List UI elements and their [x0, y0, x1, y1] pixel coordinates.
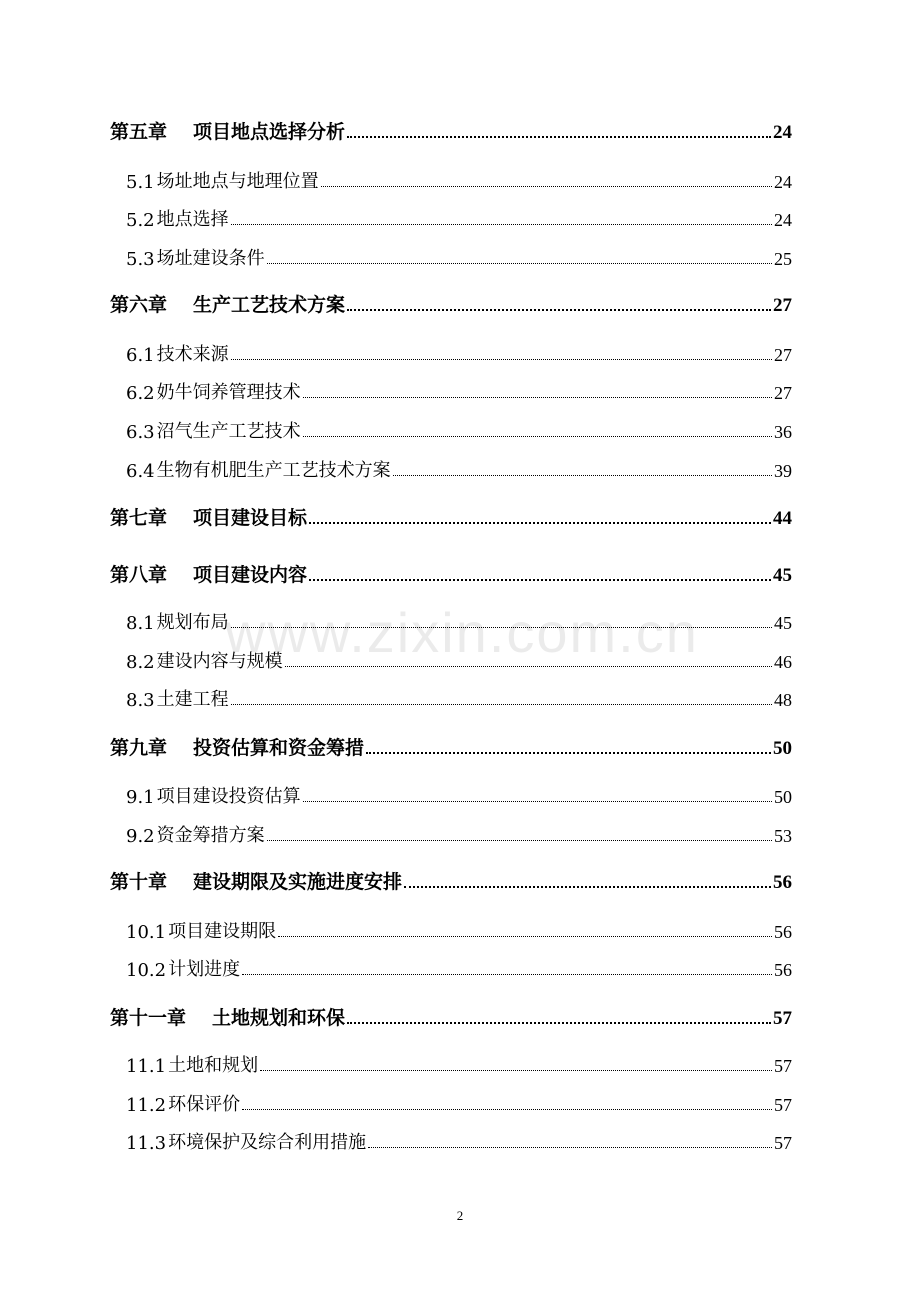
- toc-chapter-entry[interactable]: [110, 868, 792, 894]
- toc-section-entry[interactable]: [110, 782, 792, 808]
- toc-entry-title: 沼气生产工艺技术: [156, 421, 301, 442]
- toc-entry-number: 8.2: [126, 652, 155, 673]
- toc-entry-number: 6.2: [126, 383, 155, 404]
- toc-section-entry[interactable]: [110, 685, 792, 711]
- toc-entry-title: 技术来源: [156, 344, 229, 365]
- toc-entry-title: 奶牛饲养管理技术: [156, 382, 301, 403]
- toc-chapter-entry[interactable]: [110, 1004, 792, 1030]
- toc-entry-page: 56: [774, 960, 792, 980]
- toc-section-entry[interactable]: [110, 1128, 792, 1154]
- toc-entry-number: 9.1: [126, 787, 155, 808]
- toc-entry-page: 27: [774, 345, 792, 365]
- toc-entry-number: 5.3: [126, 249, 155, 270]
- dot-leader: [267, 840, 772, 841]
- toc-section-entry[interactable]: [110, 1051, 792, 1077]
- dot-leader: [303, 801, 772, 802]
- toc-entry-number: 5.2: [126, 210, 155, 231]
- toc-section-entry[interactable]: [110, 1090, 792, 1116]
- toc-entry-title: 项目建设期限: [168, 921, 277, 942]
- toc-entry-title: 项目地点选择分析: [193, 121, 346, 143]
- toc-entry-page: 24: [774, 172, 792, 192]
- toc-entry-title: 计划进度: [168, 959, 241, 980]
- toc-entry-page: 44: [773, 508, 792, 529]
- toc-entry-number: 第五章: [110, 121, 168, 143]
- toc-entry-title: 项目建设目标: [193, 507, 308, 529]
- dot-leader: [309, 522, 771, 524]
- dot-leader: [303, 436, 772, 437]
- toc-entry-number: 6.1: [126, 345, 155, 366]
- dot-leader: [285, 666, 772, 667]
- watermark: www.zixin.com.cn: [225, 601, 699, 664]
- dot-leader: [309, 579, 771, 581]
- dot-leader: [267, 263, 772, 264]
- toc-section-entry[interactable]: [110, 417, 792, 443]
- toc-entry-title: 地点选择: [156, 209, 229, 230]
- toc-entry-page: 56: [774, 922, 792, 942]
- dot-leader: [242, 1109, 772, 1110]
- toc-entry-title: 环境保护及综合利用措施: [168, 1132, 367, 1153]
- toc-section-entry[interactable]: [110, 244, 792, 270]
- toc-entry-page: 57: [774, 1056, 792, 1076]
- dot-leader: [404, 886, 771, 888]
- dot-leader: [393, 475, 772, 476]
- toc-chapter-entry[interactable]: [110, 118, 792, 144]
- toc-entry-number: 第十一章: [110, 1007, 187, 1029]
- toc-entry-title: 投资估算和资金筹措: [193, 737, 365, 759]
- toc-entry-number: 8.3: [126, 690, 155, 711]
- toc-entry-title: 生物有机肥生产工艺技术方案: [156, 460, 391, 481]
- toc-section-entry[interactable]: [110, 955, 792, 981]
- toc-entry-title: 土建工程: [156, 689, 229, 710]
- toc-entry-number: 9.2: [126, 826, 155, 847]
- toc-entry-page: 39: [774, 461, 792, 481]
- toc-entry-title: 场址建设条件: [156, 248, 265, 269]
- toc-section-entry[interactable]: [110, 647, 792, 673]
- toc-entry-page: 56: [773, 872, 792, 893]
- toc-entry-number: 5.1: [126, 172, 155, 193]
- dot-leader: [347, 136, 771, 138]
- dot-leader: [231, 224, 772, 225]
- toc-entry-page: 24: [773, 122, 792, 143]
- page-number: 2: [456, 1208, 464, 1223]
- toc-entry-page: 24: [774, 210, 792, 230]
- dot-leader: [231, 704, 772, 705]
- toc-entry-number: 11.2: [126, 1095, 167, 1116]
- dot-leader: [368, 1147, 772, 1148]
- toc-entry-number: 第七章: [110, 507, 168, 529]
- toc-entry-title: 规划布局: [156, 612, 229, 633]
- dot-leader: [321, 186, 772, 187]
- toc-entry-page: 45: [773, 565, 792, 586]
- toc-entry-page: 57: [774, 1133, 792, 1153]
- toc-section-entry[interactable]: [110, 821, 792, 847]
- toc-entry-page: 57: [773, 1008, 792, 1029]
- dot-leader: [278, 936, 772, 937]
- dot-leader: [242, 974, 772, 975]
- toc-entry-title: 土地和规划: [168, 1055, 259, 1076]
- toc-entry-number: 10.1: [126, 922, 167, 943]
- toc-entry-title: 场址地点与地理位置: [156, 171, 319, 192]
- toc-entry-number: 第十章: [110, 871, 168, 893]
- toc-entry-title: 生产工艺技术方案: [193, 294, 346, 316]
- toc-entry-page: 53: [774, 826, 792, 846]
- dot-leader: [366, 752, 771, 754]
- toc-section-entry[interactable]: [110, 456, 792, 482]
- toc-entry-title: 土地规划和环保: [212, 1007, 346, 1029]
- toc-section-entry[interactable]: [110, 340, 792, 366]
- toc-entry-page: 27: [773, 295, 792, 316]
- toc-entry-page: 50: [773, 738, 792, 759]
- toc-entry-number: 11.1: [126, 1056, 167, 1077]
- toc-entry-page: 57: [774, 1095, 792, 1115]
- toc-section-entry[interactable]: [110, 205, 792, 231]
- toc-entry-number: 6.3: [126, 422, 155, 443]
- toc-entry-number: 第九章: [110, 737, 168, 759]
- toc-entry-number: 6.4: [126, 461, 155, 482]
- toc-entry-title: 项目建设内容: [193, 564, 308, 586]
- dot-leader: [231, 627, 772, 628]
- dot-leader: [303, 397, 772, 398]
- toc-entry-page: 46: [774, 652, 792, 672]
- toc-entry-title: 建设期限及实施进度安排: [193, 871, 403, 893]
- toc-entry-number: 第八章: [110, 564, 168, 586]
- toc-entry-title: 建设内容与规模: [156, 651, 283, 672]
- toc-section-entry[interactable]: [110, 608, 792, 634]
- dot-leader: [260, 1070, 772, 1071]
- toc-entry-page: 36: [774, 422, 792, 442]
- toc-entry-title: 资金筹措方案: [156, 825, 265, 846]
- toc-entry-number: 10.2: [126, 960, 167, 981]
- toc-entry-page: 50: [774, 787, 792, 807]
- toc-entry-number: 8.1: [126, 613, 155, 634]
- toc-chapter-entry[interactable]: [110, 291, 792, 317]
- dot-leader: [231, 359, 772, 360]
- toc-chapter-entry[interactable]: [110, 734, 792, 760]
- dot-leader: [347, 1022, 771, 1024]
- toc-section-entry[interactable]: [110, 167, 792, 193]
- toc-section-entry[interactable]: [110, 917, 792, 943]
- toc-entry-page: 48: [774, 690, 792, 710]
- toc-chapter-entry[interactable]: [110, 561, 792, 587]
- toc-entry-title: 项目建设投资估算: [156, 786, 301, 807]
- toc-entry-number: 11.3: [126, 1133, 167, 1154]
- toc-entry-page: 25: [774, 249, 792, 269]
- dot-leader: [347, 309, 771, 311]
- toc-entry-page: 27: [774, 383, 792, 403]
- toc-entry-title: 环保评价: [168, 1094, 241, 1115]
- toc-entry-page: 45: [774, 613, 792, 633]
- toc-section-entry[interactable]: [110, 378, 792, 404]
- toc-chapter-entry[interactable]: [110, 504, 792, 530]
- toc-entry-number: 第六章: [110, 294, 168, 316]
